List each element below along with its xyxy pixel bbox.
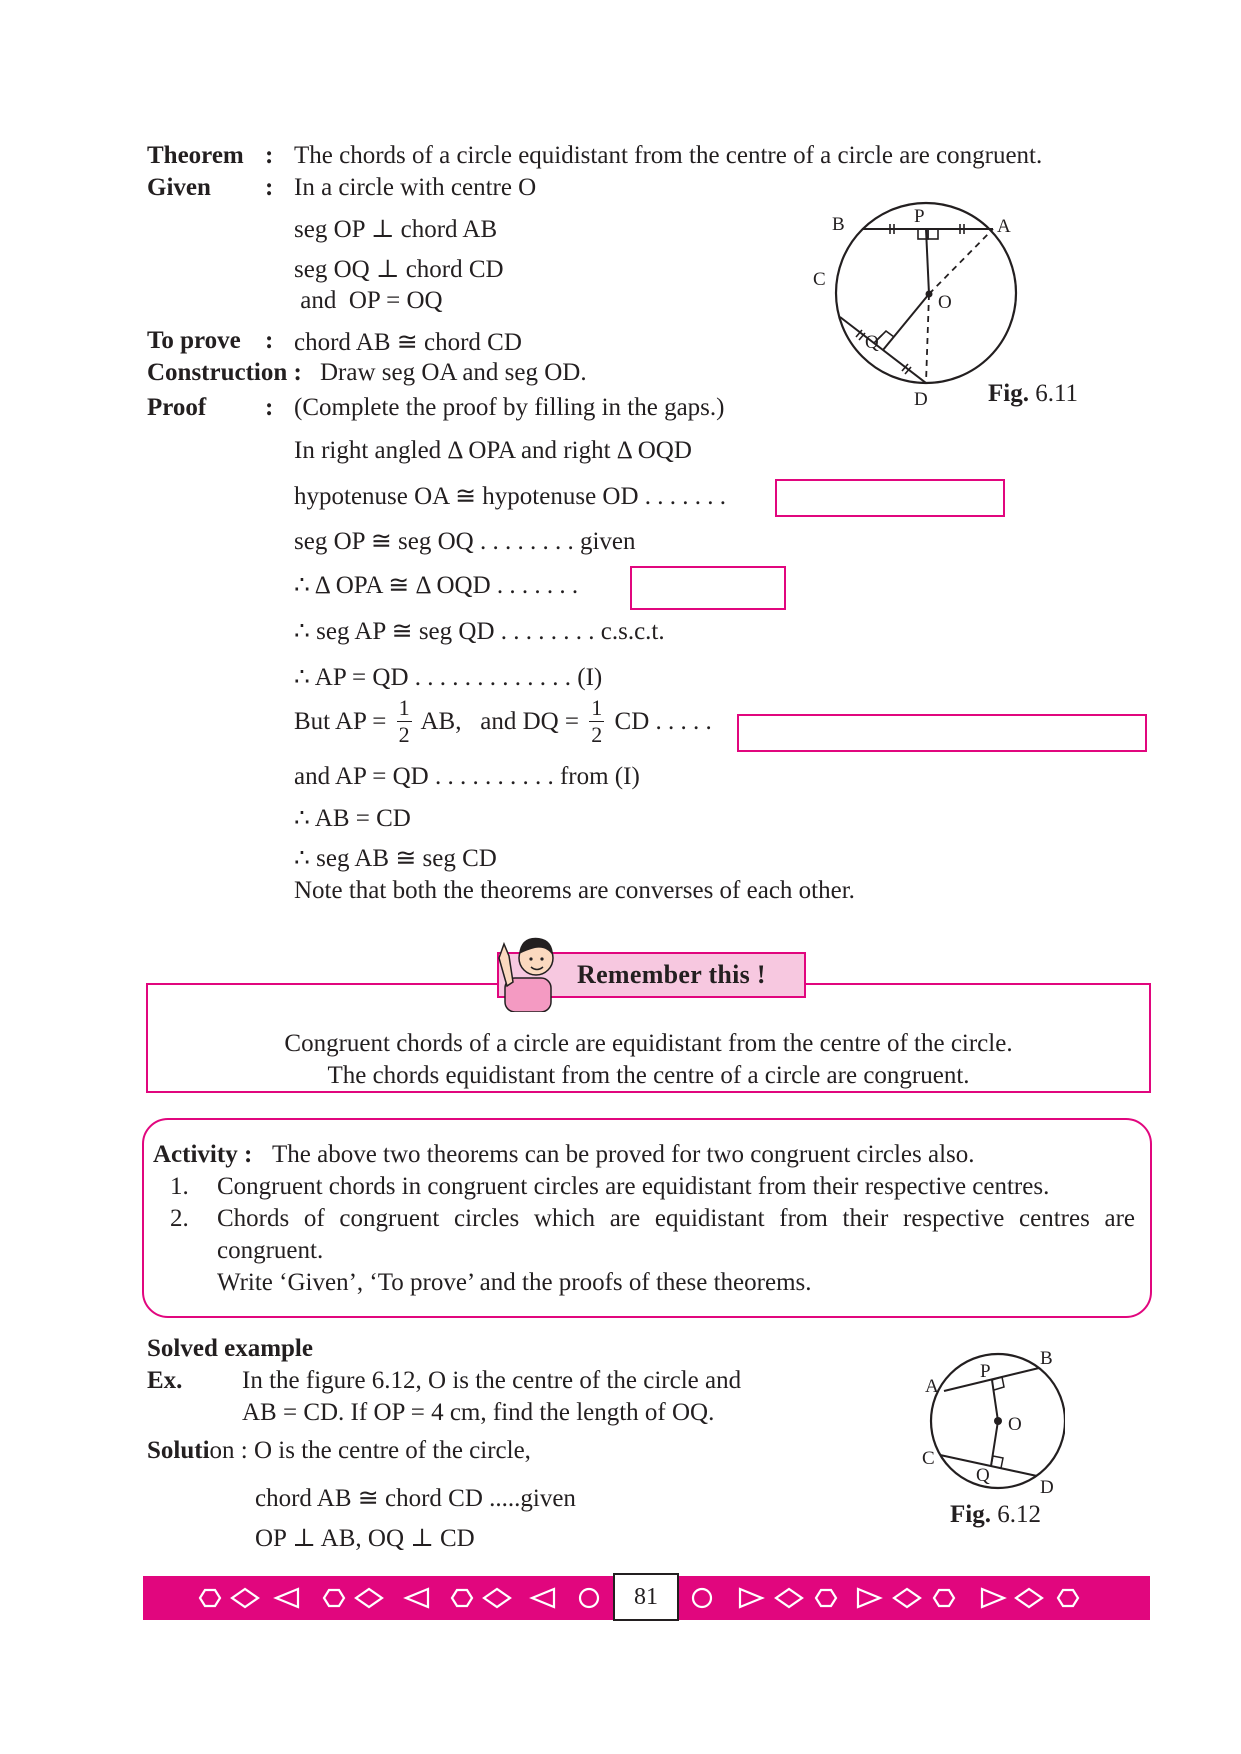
solution-step: chord AB ≅ chord CD .....given xyxy=(255,1485,576,1512)
activity-item-number: 1. xyxy=(170,1173,189,1200)
proof-line: and AP = QD . . . . . . . . . . from (I) xyxy=(294,763,640,790)
answer-blank-3[interactable] xyxy=(737,714,1147,752)
half-line-mid: AB, and DQ = xyxy=(415,708,586,735)
activity-item-text: Congruent chords in congruent circles are equidistant from their respective centres. xyxy=(217,1173,1050,1200)
given-line: seg OP ⊥ chord AB xyxy=(294,216,498,243)
activity-label: Activity : xyxy=(153,1141,253,1168)
activity-item-text: Chords of congruent circles which are equidistant from their respective centres are xyxy=(217,1205,1135,1232)
proof-line: In right angled Δ OPA and right Δ OQD xyxy=(294,437,692,464)
fig1-label-d: D xyxy=(914,389,928,410)
proof-line: seg OP ≅ seg OQ . . . . . . . . given xyxy=(294,528,636,555)
proof-half-line xyxy=(294,697,712,746)
to-prove-label: To prove xyxy=(147,327,241,354)
fig2-label-d: D xyxy=(1040,1477,1054,1498)
ex-line: AB = CD. If OP = 4 cm, find the length of OQ. xyxy=(242,1399,715,1426)
activity-item-number: 2. xyxy=(170,1205,189,1232)
given-label: Given xyxy=(147,174,211,201)
ex-label: Ex. xyxy=(147,1367,183,1394)
theorem-text: The chords of a circle equidistant from the centre of a circle are congruent. xyxy=(294,142,1043,169)
fig1-label-p: P xyxy=(914,206,925,227)
figure-6-12 xyxy=(915,1340,1065,1505)
remember-line: Congruent chords of a circle are equidistant from the centre of the circle. xyxy=(284,1030,1013,1057)
ex-line: In the figure 6.12, O is the centre of the circle and xyxy=(242,1367,742,1394)
given-colon: : xyxy=(265,174,274,201)
half-line-post: CD . . . . . xyxy=(608,708,712,735)
proof-label: Proof xyxy=(147,394,207,421)
theorem-colon: : xyxy=(265,142,274,169)
fig1-label-c: C xyxy=(813,269,826,290)
construction-text: Draw seg OA and seg OD. xyxy=(320,359,587,386)
given-line: and OP = OQ xyxy=(294,287,443,314)
page-number: 81 xyxy=(613,1573,679,1621)
theorem-label: Theorem xyxy=(147,142,244,169)
fig1-label-q: Q xyxy=(865,332,879,353)
fig2-caption: Fig. 6.12 xyxy=(950,1501,1041,1528)
proof-note: Note that both the theorems are converses of each other. xyxy=(294,877,855,904)
activity-item-cont: congruent. xyxy=(217,1237,324,1264)
fig2-label-a: A xyxy=(925,1376,939,1397)
fraction-half: $\frac{1}{2}$ xyxy=(398,695,410,747)
fig2-label-b: B xyxy=(1040,1348,1053,1369)
boy-mascot-icon xyxy=(491,928,571,1012)
proof-line: ∴ AP = QD . . . . . . . . . . . . . (I) xyxy=(294,664,603,691)
remember-title: Remember this ! xyxy=(577,960,766,989)
remember-line: The chords equidistant from the centre of a circle are congruent. xyxy=(327,1062,970,1089)
proof-intro: (Complete the proof by filling in the gaps.) xyxy=(294,394,725,421)
construction-label: Construction : xyxy=(147,359,302,386)
solved-heading: Solved example xyxy=(147,1335,313,1362)
fig1-label-b: B xyxy=(832,214,845,235)
proof-line: ∴ AB = CD xyxy=(294,805,411,832)
given-line: In a circle with centre O xyxy=(294,174,537,201)
proof-colon: : xyxy=(265,394,274,421)
answer-blank-1[interactable] xyxy=(775,479,1005,517)
fig2-label-o: O xyxy=(1008,1414,1022,1435)
to-prove-colon: : xyxy=(265,327,274,354)
given-line: seg OQ ⊥ chord CD xyxy=(294,256,504,283)
to-prove-text: chord AB ≅ chord CD xyxy=(294,329,522,356)
fig2-label-q: Q xyxy=(976,1465,990,1486)
activity-intro: The above two theorems can be proved for two congruent circles also. xyxy=(272,1141,975,1168)
fig2-label-c: C xyxy=(922,1448,935,1469)
solution-step: OP ⊥ AB, OQ ⊥ CD xyxy=(255,1525,475,1552)
fig1-caption: Fig. 6.11 xyxy=(988,380,1079,407)
proof-line: ∴ Δ OPA ≅ Δ OQD . . . . . . . xyxy=(294,572,579,599)
proof-line: hypotenuse OA ≅ hypotenuse OD . . . . . . . xyxy=(294,483,727,510)
answer-blank-2[interactable] xyxy=(630,566,786,610)
half-line-pre: But AP = xyxy=(294,708,393,735)
proof-line: ∴ seg AP ≅ seg QD . . . . . . . . c.s.c.t. xyxy=(294,618,665,645)
fig1-label-o: O xyxy=(938,292,952,313)
fig1-label-a: A xyxy=(997,216,1011,237)
fig2-label-p: P xyxy=(980,1361,991,1382)
activity-write: Write ‘Given’, ‘To prove’ and the proofs of these theorems. xyxy=(217,1269,812,1296)
proof-line: ∴ seg AB ≅ seg CD xyxy=(294,845,497,872)
figure-6-11 xyxy=(800,195,1100,410)
fraction-half: $\frac{1}{2}$ xyxy=(591,695,603,747)
solution-line: Solution : O is the centre of the circle, xyxy=(147,1437,531,1464)
